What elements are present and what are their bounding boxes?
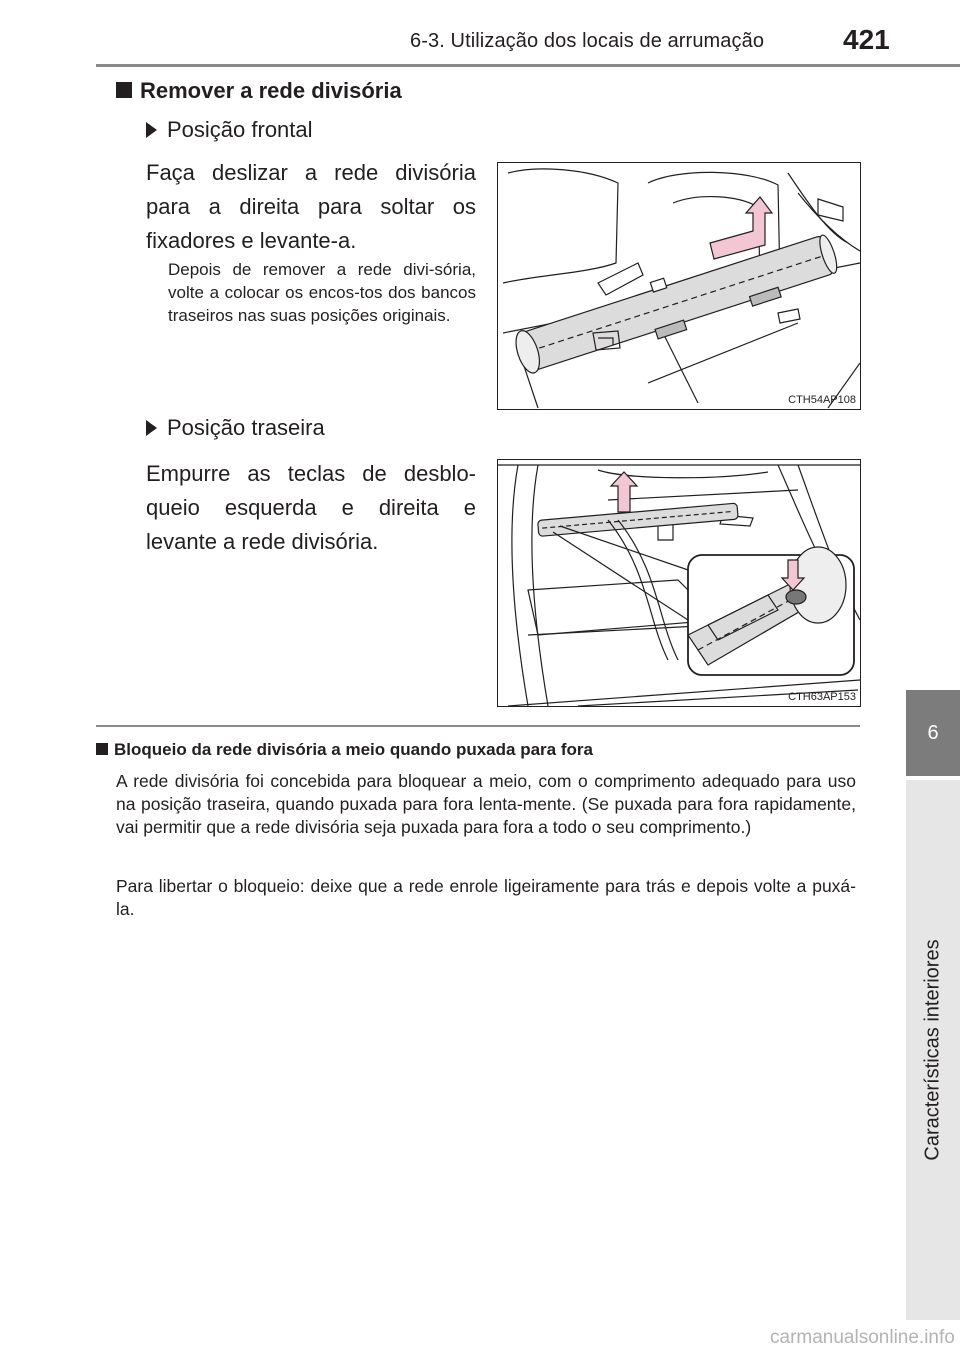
triangle-bullet-icon: [146, 420, 157, 436]
note-front: Depois de remover a rede divi-sória, volte a colocar os encos-tos dos bancos traseiros nas suas posições originais.: [168, 260, 476, 325]
info-heading: [96, 740, 593, 760]
running-header-title: 6-3. Utilização dos locais de arrumação: [410, 30, 765, 52]
header-rule: [96, 64, 960, 67]
chapter-title: Características interiores: [921, 939, 944, 1161]
section-heading: [116, 78, 402, 104]
footer-watermark[interactable]: carmanualsonline.info: [770, 1327, 955, 1348]
chapter-tab-number[interactable]: [906, 690, 960, 776]
info-paragraph-1: A rede divisória foi concebida para bloquear a meio, com o comprimento adequado para uso na posição traseira, quando puxada para fora lenta-mente. (Se puxada para fora rapidamente, vai permitir que a rede divisória seja puxada para fora a todo o seu comprimento.): [116, 771, 856, 837]
section-heading-text: Remover a rede divisória: [140, 78, 402, 103]
instruction-front: Faça deslizar a rede divisória para a direita para soltar os fixadores e levante-a.: [146, 160, 476, 253]
figure-front-code: CTH54AP108: [788, 394, 856, 406]
square-bullet-icon: [96, 743, 108, 755]
subheading-rear: [146, 415, 325, 441]
page-number: 421: [843, 24, 890, 55]
square-bullet-icon: [116, 82, 132, 98]
subheading-rear-text: Posição traseira: [167, 415, 325, 440]
subheading-front: [146, 117, 313, 143]
figure-rear-position: [497, 459, 861, 707]
chapter-number: 6: [927, 721, 939, 744]
figure-front-position: [497, 162, 861, 410]
illustration-rear-divider-net: [498, 460, 860, 706]
illustration-front-divider-net: [498, 163, 860, 409]
instruction-rear: Empurre as teclas de desblo-queio esquerda e direita e levante a rede divisória.: [146, 461, 476, 554]
figure-rear-code: CTH63AP153: [788, 691, 856, 703]
subheading-front-text: Posição frontal: [167, 117, 313, 142]
triangle-bullet-icon: [146, 122, 157, 138]
section-divider: [96, 725, 860, 727]
info-heading-text: Bloqueio da rede divisória a meio quando puxada para fora: [114, 740, 593, 759]
info-paragraph-2: Para libertar o bloqueio: deixe que a rede enrole ligeiramente para trás e depois volte a puxá-la.: [116, 876, 856, 919]
chapter-tab-label[interactable]: [906, 780, 960, 1320]
